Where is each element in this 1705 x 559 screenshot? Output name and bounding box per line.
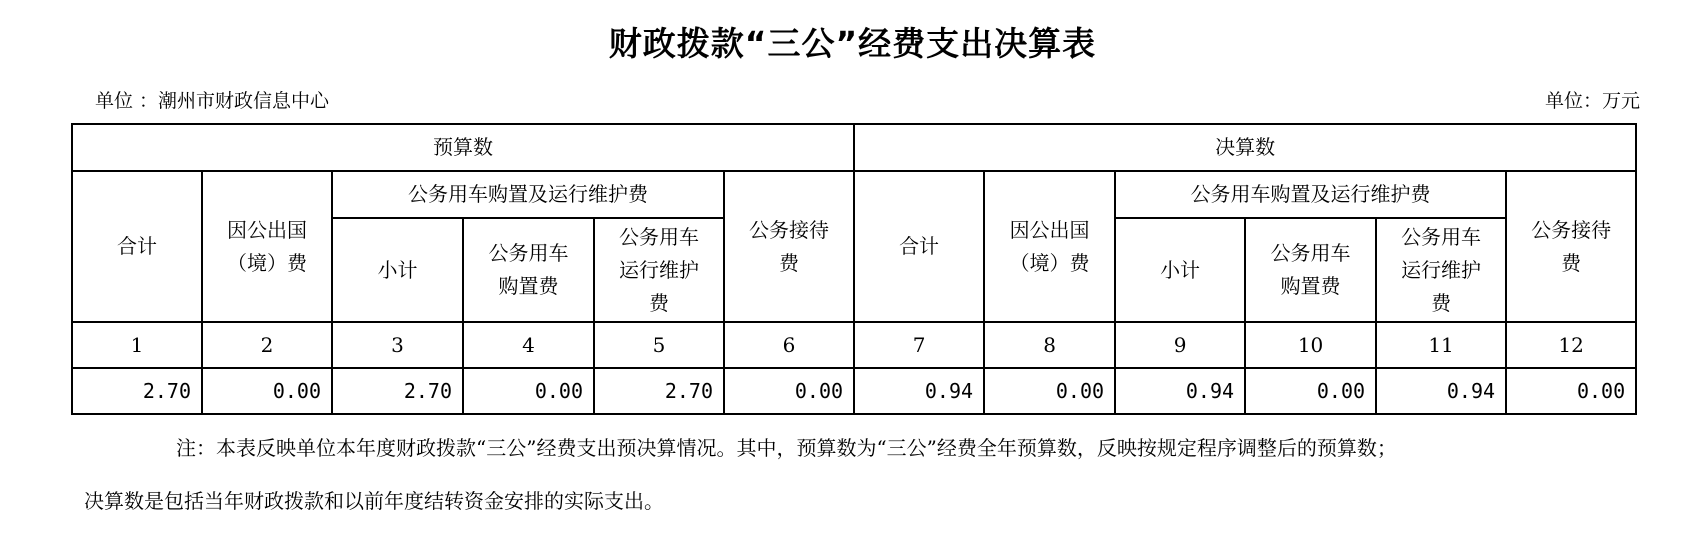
unit-currency: 单位：万元 [1544, 90, 1640, 112]
header-budget-vehicle-purchase-line2: 购置费 [498, 274, 559, 298]
header-budget-reception [724, 171, 854, 322]
header-final-vehicle-purchase-line2: 购置费 [1280, 274, 1341, 298]
header-final-total: 合计 [854, 171, 984, 322]
header-budget-vehicle-maintenance [594, 218, 724, 322]
column-number: 2 [202, 322, 332, 368]
header-budget-vehicle-maintenance-line1: 公务用车 [619, 224, 699, 249]
header-row-2 [72, 171, 1636, 218]
header-final-subtotal: 小计 [1115, 218, 1245, 322]
values-row [72, 368, 1636, 414]
header-final-reception-line1: 公务接待 [1531, 217, 1612, 242]
header-final-vehicle-maintenance-line2: 运行维护 [1401, 257, 1482, 282]
header-final-overseas-line1: 因公出国 [1009, 217, 1090, 242]
value-cell: 0.00 [984, 368, 1115, 414]
value-cell: 0.00 [1245, 368, 1376, 414]
column-number: 1 [72, 322, 202, 368]
value-cell: 0.94 [1376, 368, 1506, 414]
value-cell: 0.00 [724, 368, 854, 414]
header-budget-group: 预算数 [72, 124, 854, 171]
header-final-group: 决算数 [854, 124, 1636, 171]
value-cell: 2.70 [72, 368, 202, 414]
unit-organization: 单位 ：潮州市财政信息中心 [95, 90, 330, 112]
column-number: 9 [1115, 322, 1245, 368]
header-final-reception [1506, 171, 1636, 322]
header-budget-reception-line1: 公务接待 [749, 217, 830, 242]
value-cell: 0.00 [202, 368, 332, 414]
header-budget-vehicle-maintenance-line2: 运行维护 [619, 257, 699, 282]
column-number: 7 [854, 322, 984, 368]
column-number-row [72, 322, 1636, 368]
column-number: 5 [594, 322, 724, 368]
column-number: 3 [332, 322, 463, 368]
value-cell: 0.94 [1115, 368, 1245, 414]
header-budget-subtotal: 小计 [332, 218, 463, 322]
budget-table [71, 123, 1637, 415]
column-number: 6 [724, 322, 854, 368]
header-final-overseas-line2: （境）费 [1009, 250, 1090, 275]
page-title: 财政拨款“三公”经费支出决算表 [608, 24, 1097, 63]
header-budget-overseas-line2: （境）费 [227, 250, 307, 275]
header-budget-reception-line2: 费 [779, 250, 800, 275]
header-budget-overseas [202, 171, 332, 322]
value-cell: 0.94 [854, 368, 984, 414]
header-final-vehicle-maintenance [1376, 218, 1506, 322]
header-budget-total: 合计 [72, 171, 202, 322]
header-final-reception-line2: 费 [1561, 250, 1582, 275]
value-cell: 2.70 [594, 368, 724, 414]
header-final-vehicle-group: 公务用车购置及运行维护费 [1115, 171, 1506, 218]
column-number: 10 [1245, 322, 1376, 368]
value-cell: 2.70 [332, 368, 463, 414]
column-number: 8 [984, 322, 1115, 368]
header-budget-overseas-line1: 因公出国 [227, 217, 307, 242]
value-cell: 0.00 [463, 368, 594, 414]
header-budget-vehicle-purchase [463, 218, 594, 322]
header-budget-vehicle-maintenance-line3: 费 [649, 290, 669, 315]
header-final-overseas [984, 171, 1115, 322]
header-budget-vehicle-purchase-line1: 公务用车 [488, 241, 569, 265]
header-final-vehicle-maintenance-line1: 公务用车 [1401, 224, 1482, 249]
column-number: 4 [463, 322, 594, 368]
header-final-vehicle-purchase-line1: 公务用车 [1270, 241, 1351, 265]
value-cell: 0.00 [1506, 368, 1636, 414]
column-number: 12 [1506, 322, 1636, 368]
note-line-2: 决算数是包括当年财政拨款和以前年度结转资金安排的实际支出。 [84, 489, 664, 513]
header-final-vehicle-purchase [1245, 218, 1376, 322]
note-line-1: 注：本表反映单位本年度财政拨款“三公”经费支出预决算情况。其中，预算数为“三公”经费全年预算数，反映按规定程序调整后的预算数； [176, 436, 1397, 460]
header-final-vehicle-maintenance-line3: 费 [1431, 290, 1452, 315]
column-number: 11 [1376, 322, 1506, 368]
header-budget-vehicle-group: 公务用车购置及运行维护费 [332, 171, 724, 218]
header-row-groups [72, 124, 1636, 171]
